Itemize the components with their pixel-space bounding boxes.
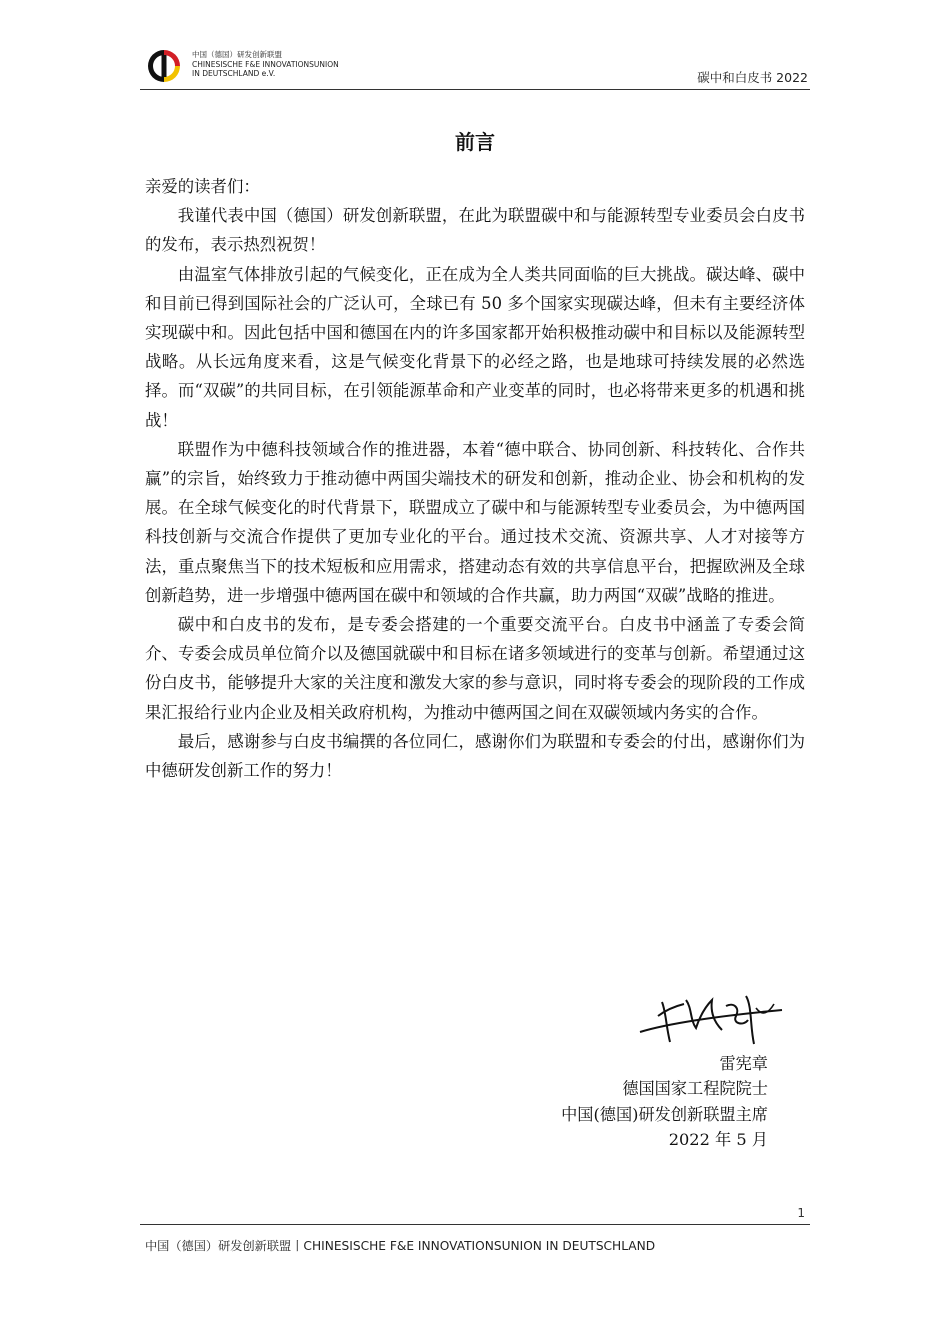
page-footer: 中国（德国）研发创新联盟丨CHINESISCHE F&E INNOVATIONSUNION IN DEUTSCHLAND <box>145 1239 656 1253</box>
paragraph: 联盟作为中德科技领域合作的推进器，本着“德中联合、协同创新、科技转化、合作共赢”的宗旨，始终致力于推动德中两国尖端技术的研发和创新，推动企业、协会和机构的发展。在全球气候变化的时代背景下，联盟成立了碳中和与能源转型专业委员会，为中德两国科技创新与交流合作提供了更加专业化的平台。通过技术交流、资源共享、人才对接等方法，重点聚焦当下的技术短板和应用需求，搭建动态有效的共享信息平台，把握欧洲及全球创新趋势，进一步增强中德两国在碳中和领域的合作共赢，助力两国“双碳”战略的推进。 <box>145 439 805 605</box>
signoff-block <box>561 1051 768 1153</box>
logo-line-en2: IN DEUTSCHLAND e.V. <box>192 69 276 78</box>
page-number: 1 <box>797 1206 805 1220</box>
signer-position: 中国(德国)研发创新联盟主席 <box>561 1104 768 1124</box>
logo-text <box>192 50 339 79</box>
footer-divider <box>140 1224 810 1225</box>
paragraph: 由温室气体排放引起的气候变化，正在成为全人类共同面临的巨大挑战。碳达峰、碳中和目前已得到国际社会的广泛认可，全球已有 50 多个国家实现碳达峰，但未有主要经济体实现碳中和。因此包括中国和德国在内的许多国家都开始积极推动碳中和目标以及能源转型战略。从长远角度来看，这是气候变化背景下的必经之路，也是地球可持续发展的必然选择。而“双碳”的共同目标，在引领能源革命和产业变革的同时，也必将带来更多的机遇和挑战！ <box>145 264 805 430</box>
letter-date: 2022 年 5 月 <box>668 1130 768 1150</box>
paragraph: 碳中和白皮书的发布，是专委会搭建的一个重要交流平台。白皮书中涵盖了专委会简介、专委会成员单位简介以及德国就碳中和目标在诸多领域进行的变革与创新。希望通过这份白皮书，能够提升大家的关注度和激发大家的参与意识，同时将专委会的现阶段的工作成果汇报给行业内企业及相关政府机构，为推动中德两国之间在双碳领域内务实的合作。 <box>145 615 805 722</box>
signer-name: 雷宪章 <box>719 1054 768 1073</box>
page-header <box>140 40 810 92</box>
handwritten-signature <box>636 986 786 1050</box>
alliance-logo <box>146 48 182 84</box>
page-title: 前言 <box>455 130 495 154</box>
logo-line-en1: CHINESISCHE F&E INNOVATIONSUNION <box>192 59 339 69</box>
header-doc-title: 碳中和白皮书 2022 <box>697 70 808 85</box>
salutation: 亲爱的读者们： <box>145 177 260 196</box>
signer-title: 德国国家工程院院士 <box>622 1079 768 1099</box>
header-divider <box>140 89 810 90</box>
paragraph: 最后，感谢参与白皮书编撰的各位同仁，感谢你们为联盟和专委会的付出，感谢你们为中德研发创新工作的努力！ <box>145 731 805 781</box>
letter-body <box>145 172 805 785</box>
logo-line-cn: 中国（德国）研发创新联盟 <box>192 50 282 59</box>
paragraph: 我谨代表中国（德国）研发创新联盟，在此为联盟碳中和与能源转型专业委员会白皮书的发布，表示热烈祝贺！ <box>145 206 805 255</box>
